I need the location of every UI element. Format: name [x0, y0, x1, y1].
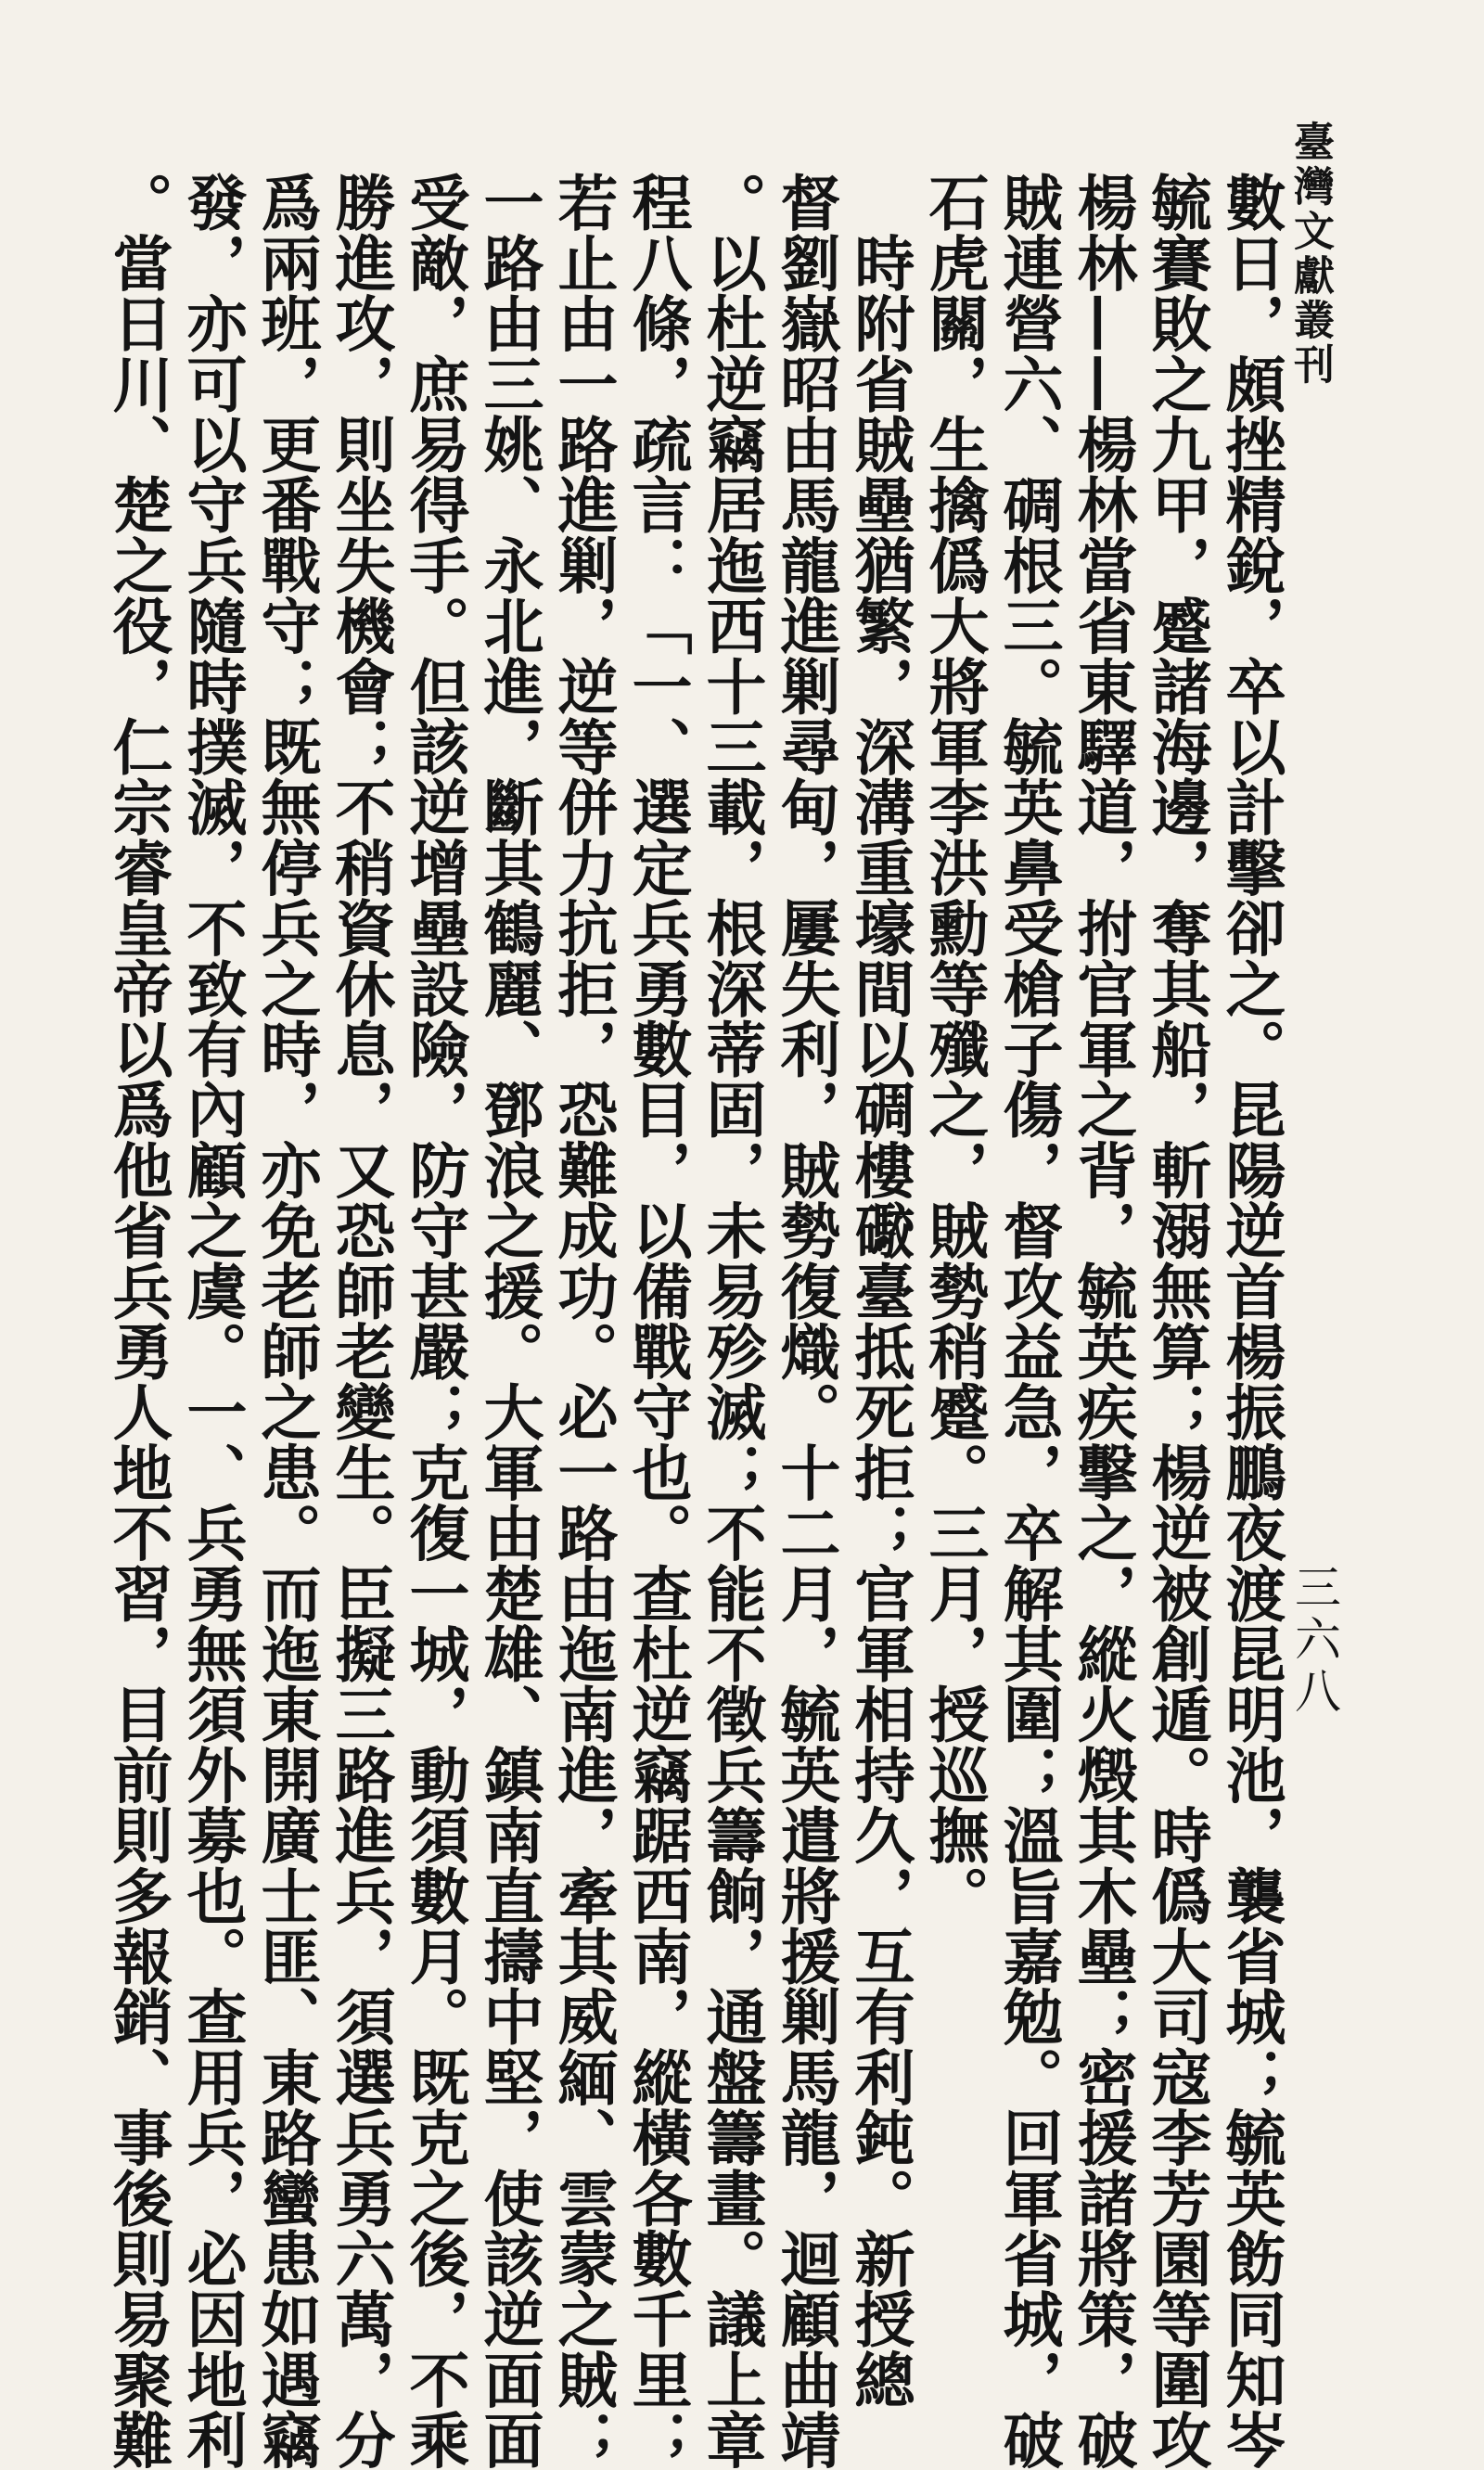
text-column-1: 數日，頗挫精銳，卒以計擊卻之。昆陽逆首楊振鵬夜渡昆明池，襲省城；毓英飭同知岑 [1215, 172, 1286, 2470]
running-header-series-title: 臺灣文獻叢刊 [1286, 121, 1334, 388]
text-column-4: 賊連營六、碉根三。毓英鼻受槍子傷，督攻益急，卒解其圍；溫旨嘉勉。回軍省城，破 [992, 172, 1063, 2470]
text-column-3: 楊林——楊林當省東驛道，拊官軍之背，毓英疾擊之，縱火燬其木壘；密援諸將策，破 [1067, 172, 1137, 2470]
text-column-14: 爲兩班，更番戰守；既無停兵之時，亦免老師之患。而迤東開廣士匪、東路蠻患如遇竊 [250, 172, 321, 2470]
text-column-5: 石虎關，生擒僞大將軍李洪勳等殲之，賊勢稍蹙。三月，授巡撫。 [918, 172, 989, 1926]
text-column-12: 受敵，庶易得手。但該逆增壘設險，防守甚嚴；克復一城，動須數月。既克之後，不乘 [399, 172, 469, 2470]
text-column-6: 時附省賊壘猶繁，深溝重壕間以碉樓礮臺抵死拒；官軍相持久，互有利鈍。新授總 [844, 172, 915, 2410]
text-column-10: 若止由一路進剿，逆等併力抗拒，恐難成功。必一路由迤南進，牽其威緬、雲蒙之賊； [547, 172, 618, 2470]
text-column-15: 發，亦可以守兵隨時撲滅，不致有內顧之虞。一、兵勇無須外募也。查用兵，必因地利 [176, 172, 247, 2470]
text-column-16: 。當日川、楚之役，仁宗睿皇帝以爲他省兵勇人地不習，目前則多報銷、事後則易聚難 [102, 172, 173, 2470]
text-column-8: 。以杜逆竊居迤西十三載，根深蒂固，未易殄滅；不能不徵兵籌餉，通盤籌畫。議上章 [696, 172, 766, 2470]
text-column-11: 一路由三姚、永北進，斷其鶴麗、鄧浪之援。大軍由楚雄、鎮南直擣中堅，使該逆面面 [473, 172, 544, 2470]
text-column-2: 毓賽敗之九甲，蹙諸海邊，奪其船，斬溺無算；楊逆被創遁。時僞大司寇李芳園等圍攻 [1141, 172, 1211, 2470]
text-column-7: 督劉嶽昭由馬龍進剿尋甸，屢失利，賊勢復熾。十二月，毓英遣將援剿馬龍，迴顧曲靖 [770, 172, 840, 2470]
main-text-block [93, 172, 1286, 2470]
text-column-9: 程八條，疏言：「一、選定兵勇數目，以備戰守也。查杜逆竊踞西南，縱橫各數千里； [621, 172, 692, 2470]
text-column-13: 勝進攻，則坐失機會；不稍資休息，又恐師老變生。臣擬三路進兵，須選兵勇六萬，分 [325, 172, 395, 2470]
page-number: 三六八 [1287, 1563, 1341, 1719]
